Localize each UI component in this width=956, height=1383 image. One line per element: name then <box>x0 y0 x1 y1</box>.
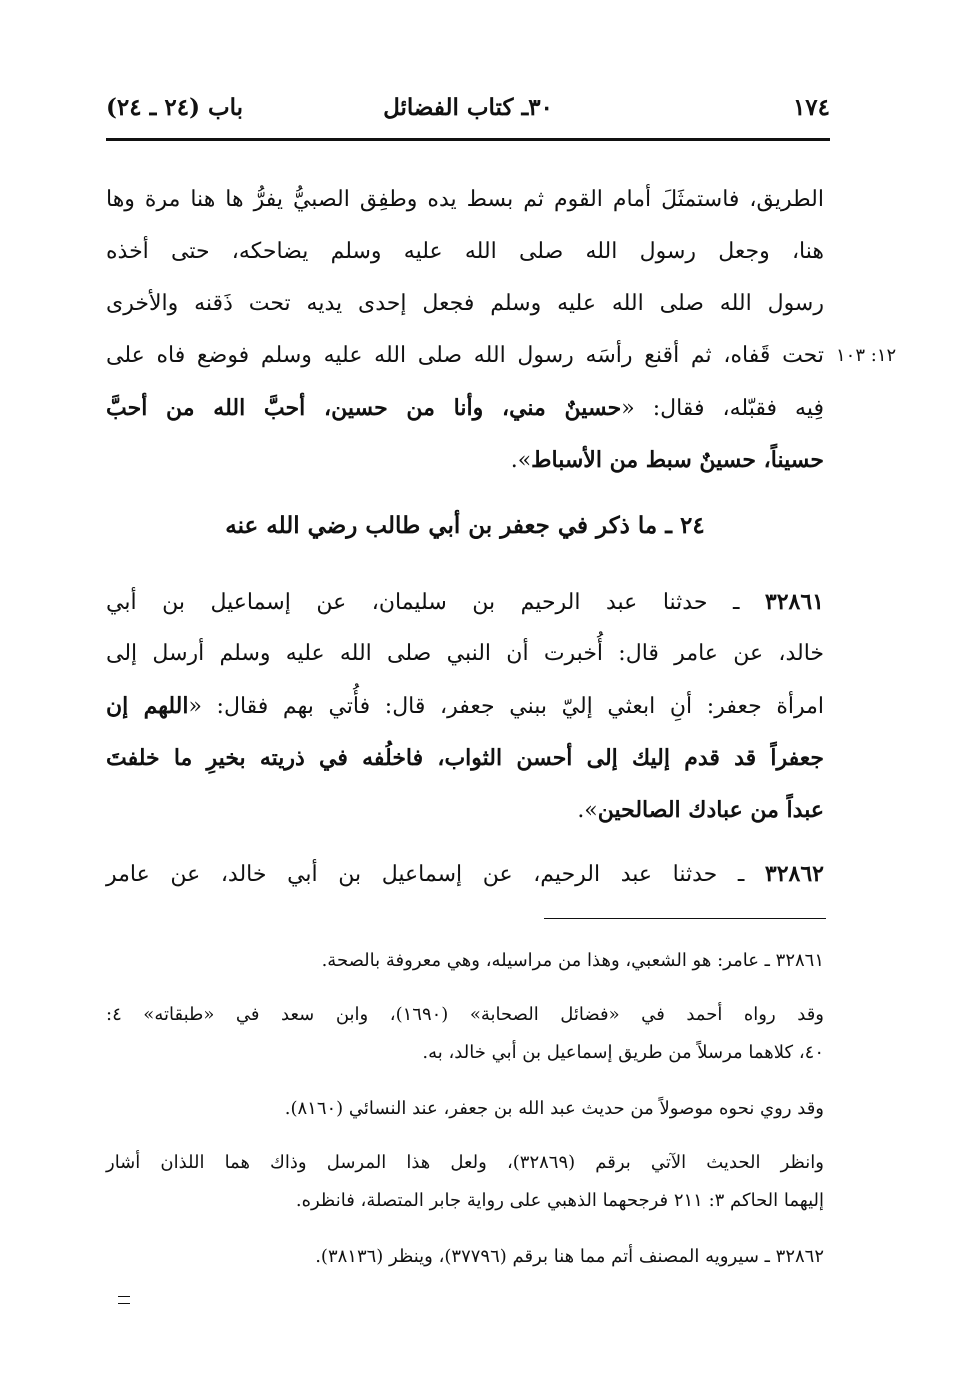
text-line: رسول الله صلى الله عليه وسلم فجعل إحدى يديه تحت ذَقنه والأخرى <box>106 291 824 316</box>
footnote <box>106 996 824 1072</box>
text-plain: ـ حدثنا عبد الرحيم بن سليمان، عن إسماعيل بن أبي <box>106 590 765 615</box>
text-line: الطريق، فاستمثَلَ أمام القوم ثم بسط يده وطفِق الصبيُّ يفرُّ ها هنا مرة وها <box>106 187 824 212</box>
footnote-line: وانظر الحديث الآتي برقم (٣٢٨٦٩)، ولعل هذا المرسل وذاك هما اللذان أشار <box>106 1152 824 1173</box>
footnote <box>106 1090 824 1128</box>
text-line <box>106 732 824 784</box>
text-line: هنا، وجعل رسول الله صلى الله عليه وسلم يضاحكه، حتى أخذه <box>106 239 824 264</box>
footnote-line: وقد روي نحوه موصولاً من حديث عبد الله بن جعفر، عند النسائي (٨١٦٠). <box>284 1098 824 1119</box>
text-line: تحت قَفاه، ثم أقنع رأسَه رسول الله صلى الله عليه وسلم فوضع فاه على <box>106 343 824 368</box>
text-line <box>106 848 824 900</box>
hadith-number: ٣٢٨٦٢ <box>764 861 824 887</box>
page-end-mark <box>118 1296 130 1304</box>
text-plain: ». <box>510 448 532 473</box>
footnote-line: إليهما الحاكم ٣: ٢١١ فرجحهما الذهبي على رواية جابر المتصلة، فانظره. <box>295 1190 824 1211</box>
section-heading: ٢٤ ـ ما ذكر في جعفر بن أبي طالب رضي الله عنه <box>225 512 705 539</box>
hadith-number: ٣٢٨٦١ <box>764 589 824 615</box>
footnote-divider <box>544 918 826 919</box>
footnote-line: ٣٢٨٦١ ـ عامر: هو الشعبي، وهذا من مراسيله، وهي معروفة بالصحة. <box>321 950 824 971</box>
footnote-line: ٣٢٨٦٢ ـ سيرويه المصنف أتم مما هنا برقم (٣٧٧٩٦)، وينظر (٣٨١٣٦). <box>315 1246 824 1267</box>
running-header <box>106 92 830 132</box>
footnote <box>106 1238 824 1276</box>
hadith-quote: عبداً من عبادك الصالحين <box>597 797 824 823</box>
page-number: ١٧٤ <box>792 94 830 121</box>
text-plain: فِيه فقبّله، فقال: « <box>621 396 824 421</box>
text-line <box>106 680 824 732</box>
text-line <box>106 382 824 434</box>
hadith-32862 <box>106 848 824 900</box>
text-line <box>106 576 824 628</box>
text-line: خالد، عن عامر قال: أُخبرت أن النبي صلى الله عليه وسلم أرسل إلى <box>106 641 824 666</box>
hadith-quote: جعفراً قد قدم إليك إلى أحسن الثواب، فاخلُفه في ذريته بخيرِ ما خلفتَ <box>106 745 824 771</box>
footnote-line: ٤٠، كلاهما مرسلاً من طريق إسماعيل بن أبي خالد، به. <box>422 1042 824 1063</box>
margin-reference: ١٢: ١٠٣ <box>836 345 897 366</box>
top-passage <box>106 174 824 486</box>
hadith-quote: اللهم إن <box>106 693 189 719</box>
text-line <box>106 434 824 486</box>
text-plain: امرأة جعفر: أنِ ابعثي إليّ ببني جعفر، قال: فأُتي بهم فقال: « <box>188 694 824 719</box>
chapter-reference: باب (٢٤ ـ ٢٤) <box>106 94 244 121</box>
header-divider <box>106 138 830 141</box>
footnote <box>106 942 824 980</box>
text-plain: ». <box>577 798 598 823</box>
text-plain: ـ حدثنا عبد الرحيم، عن إسماعيل بن أبي خالد، عن عامر <box>106 862 765 887</box>
book-title: ٣٠ـ كتاب الفضائل <box>383 94 553 121</box>
text-line <box>106 784 824 836</box>
hadith-quote: حسينٌ مني، وأنا من حسين، أحبَّ الله من أحبَّ <box>106 395 622 421</box>
footnote-line: وقد رواه أحمد في «فضائل الصحابة» (١٦٩٠)، وابن سعد في «طبقاته» ٤: <box>106 1004 824 1025</box>
hadith-32861 <box>106 576 824 836</box>
hadith-quote: حسيناً، حسينٌ سبط من الأسباط <box>531 447 824 473</box>
footnote <box>106 1144 824 1220</box>
